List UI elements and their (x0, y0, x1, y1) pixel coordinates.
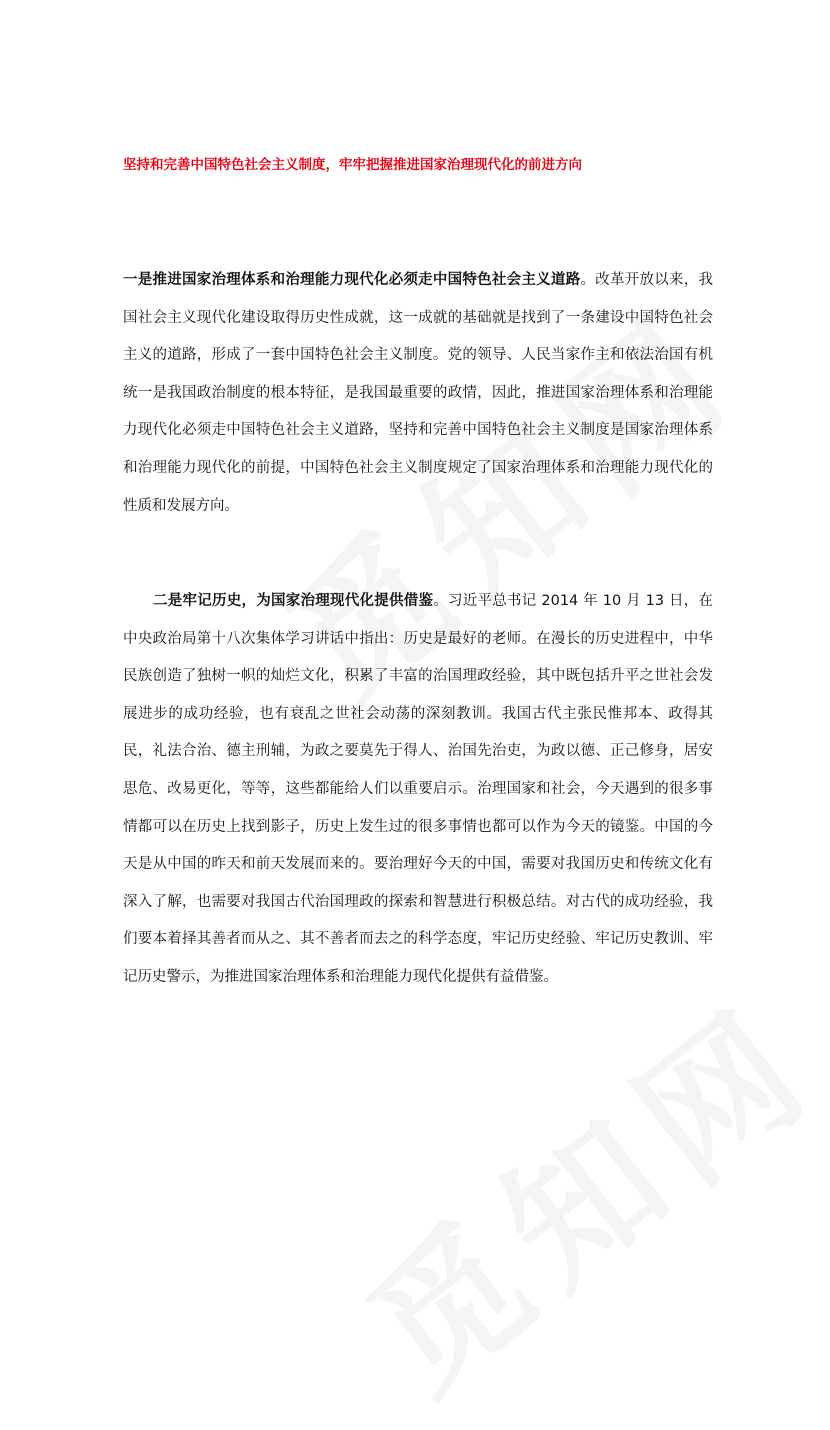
paragraph-2-lead: 二是牢记历史，为国家治理现代化提供借鉴 (153, 593, 434, 609)
paragraph-1-lead: 一是推进国家治理体系和治理能力现代化必须走中国特色社会主义道路 (123, 272, 581, 288)
paragraph-2 (123, 583, 713, 997)
document-title: 坚持和完善中国特色社会主义制度，牢牢把握推进国家治理现代化的前进方向 (123, 157, 582, 173)
watermark-text-bottom (318, 946, 830, 1430)
paragraph-2-body: 。习近平总书记 2014 年 10 月 13 日，在中央政治局第十八次集体学习讲话中指出：历史是最好的老师。在漫长的历史进程中，中华民族创造了独树一帜的灿烂文化，积累了丰富的治国理政经验，其中既包括升平之世社会发展进步的成功经验，也有衰乱之世社会动荡的深刻教训。我国古代主张民惟邦本、政得其民，礼法合治、德主刑辅，为政之要莫先于得人、治国先治吏，为政以德、正己修身，居安思危、改易更化，等等，这些都能给人们以重要启示。治理国家和社会，今天遇到的很多事情都可以在历史上找到影子，历史上发生过的很多事情也都可以作为今天的镜鉴。中国的今天是从中国的昨天和前天发展而来的。要治理好今天的中国，需要对我国历史和传统文化有深入了解，也需要对我国古代治国理政的探索和智慧进行积极总结。对古代的成功经验，我们要本着择其善者而从之、其不善者而去之的科学态度，牢记历史经验、牢记历史教训、牢记历史警示，为推进国家治理体系和治理能力现代化提供有益借鉴。 (123, 593, 713, 985)
paragraph-1 (123, 262, 713, 525)
paragraph-1-body: 。改革开放以来，我国社会主义现代化建设取得历史性成就，这一成就的基础就是找到了一条建设中国特色社会主义的道路，形成了一套中国特色社会主义制度。党的领导、人民当家作主和依法治国有机统一是我国政治制度的根本特征，是我国最重要的政情，因此，推进国家治理体系和治理能力现代化必须走中国特色社会主义道路，坚持和完善中国特色社会主义制度是国家治理体系和治理能力现代化的前提，中国特色社会主义制度规定了国家治理体系和治理能力现代化的性质和发展方向。 (123, 272, 714, 514)
